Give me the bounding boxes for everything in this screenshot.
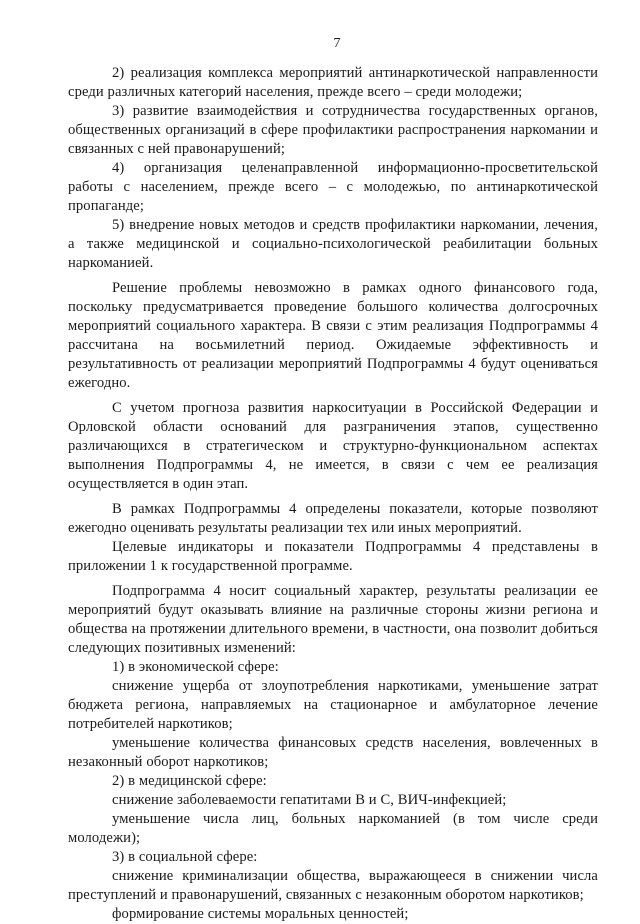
task-item-4: 4) организация целенаправленной информационно-просветительской работы с населением, прежде всего – с молодежью, по антинаркотической пропаганде; — [68, 160, 598, 214]
paragraph-targets: Целевые индикаторы и показатели Подпрограммы 4 представлены в приложении 1 к государственной программе. — [68, 539, 598, 574]
heading-social-sphere: 3) в социальной сфере: — [112, 849, 258, 865]
task-item-2: 2) реализация комплекса мероприятий антинаркотической направленности среди различных категорий населения, прежде всего – среди молодежи; — [68, 65, 598, 100]
medical-effect-1: снижение заболеваемости гепатитами В и С, ВИЧ-инфекцией; — [112, 792, 507, 808]
task-item-5: 5) внедрение новых методов и средств профилактики наркомании, лечения, а также медицинской и социально-психологической реабилитации больных наркоманией. — [68, 217, 598, 271]
page-number: 7 — [333, 36, 341, 51]
economic-effect-2: уменьшение количества финансовых средств населения, вовлеченных в незаконный оборот наркотиков; — [68, 735, 598, 770]
paragraph-forecast: С учетом прогноза развития наркоситуации в Российской Федерации и Орловской области оснований для разграничения этапов, существенно различающихся в стратегическом и структурно-функциональном аспектах выполнения Подпрограммы 4, не имеется, в связи с чем ее реализация осуществляется в один этап. — [68, 400, 598, 492]
task-item-3: 3) развитие взаимодействия и сотрудничества государственных органов, общественных организаций в сфере профилактики распространения наркомании и связанных с ней правонарушений; — [68, 103, 598, 157]
heading-economic-sphere: 1) в экономической сфере: — [112, 659, 279, 675]
medical-effect-2: уменьшение числа лиц, больных наркоманией (в том числе среди молодежи); — [68, 811, 598, 846]
economic-effect-1: снижение ущерба от злоупотребления наркотиками, уменьшение затрат бюджета региона, направляемых на стационарное и амбулаторное лечение потребителей наркотиков; — [68, 678, 598, 732]
social-effect-1: снижение криминализации общества, выражающееся в снижении числа преступлений и правонарушений, связанных с незаконным оборотом наркотиков; — [68, 868, 598, 903]
paragraph-indicators: В рамках Подпрограммы 4 определены показатели, которые позволяют ежегодно оценивать результаты реализации тех или иных мероприятий. — [68, 501, 598, 536]
paragraph-problem-solution: Решение проблемы невозможно в рамках одного финансового года, поскольку предусматривается проведение большого количества долгосрочных мероприятий социального характера. В связи с этим реализация Подпрограммы 4 рассчитана на восьмилетний период. Ожидаемые эффективность и результативность от реализации мероприятий Подпрограммы 4 будут оцениваться ежегодно. — [68, 280, 598, 391]
heading-medical-sphere: 2) в медицинской сфере: — [112, 773, 267, 789]
social-effect-2: формирование системы моральных ценностей; — [112, 906, 409, 922]
paragraph-social-character: Подпрограмма 4 носит социальный характер, результаты реализации ее мероприятий будут оказывать влияние на различные стороны жизни региона и общества на протяжении длительного времени, в частности, она позволит добиться следующих позитивных изменений: — [68, 583, 598, 656]
